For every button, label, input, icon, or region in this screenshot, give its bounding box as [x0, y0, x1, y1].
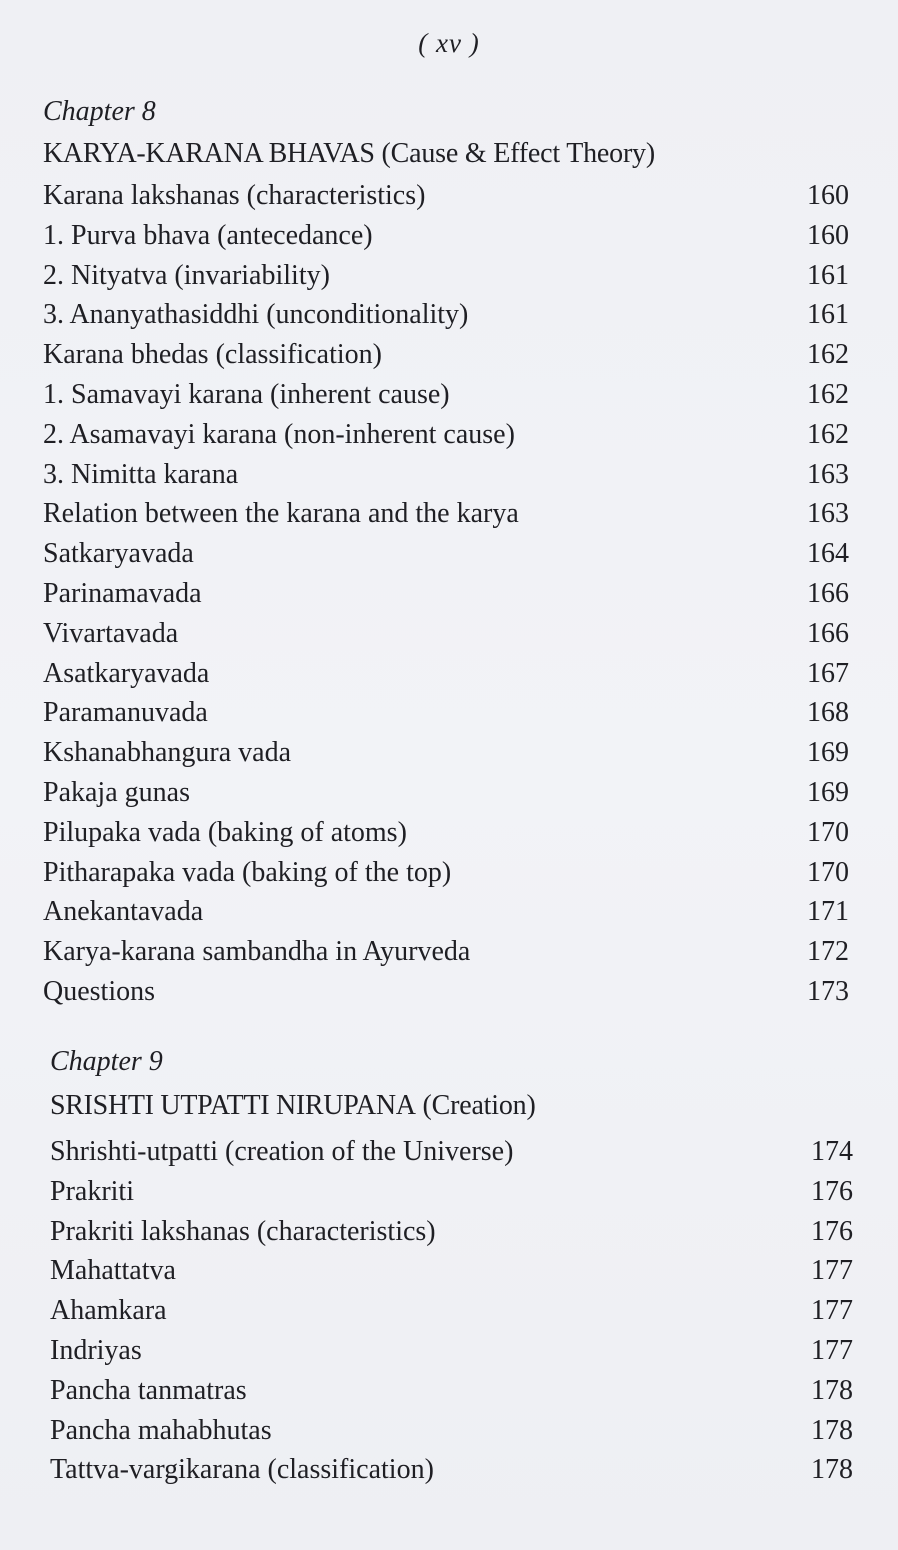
- toc-entry-title: Pancha mahabhutas: [50, 1414, 272, 1446]
- toc-entry: [43, 216, 849, 256]
- toc-entry-page-number: 162: [807, 418, 849, 450]
- toc-entry-page-number: 170: [807, 816, 849, 848]
- toc-entry: [43, 335, 849, 375]
- toc-entry: [43, 972, 849, 1012]
- toc-entry-title: Pilupaka vada (baking of atoms): [43, 816, 407, 848]
- toc-entry-title: Parinamavada: [43, 577, 202, 609]
- toc-entry: [43, 534, 849, 574]
- toc-entry-title: Pakaja gunas: [43, 776, 190, 808]
- toc-entry-page-number: 178: [811, 1374, 853, 1406]
- chapter-title-main: SRISHTI UTPATTI NIRUPANA: [50, 1090, 416, 1121]
- toc-entry-page-number: 163: [807, 458, 849, 490]
- toc-entry: [50, 1331, 853, 1371]
- toc-entry-page-number: 178: [811, 1414, 853, 1446]
- toc-entry: [50, 1450, 853, 1490]
- toc-entry-title: 1. Purva bhava (antecedance): [43, 219, 373, 251]
- chapter-label: Chapter 9: [50, 1046, 163, 1077]
- chapter-title: [50, 1082, 853, 1130]
- toc-entry-title: Karya-karana sambandha in Ayurveda: [43, 936, 471, 968]
- toc-entry-title: Prakriti: [50, 1175, 134, 1207]
- toc-entry-title: Anekantavada: [43, 896, 204, 928]
- toc-entry-page-number: 162: [807, 339, 849, 371]
- toc-entry: [43, 654, 849, 694]
- toc-entry: [43, 256, 849, 296]
- toc-entry-title: Indriyas: [50, 1334, 142, 1366]
- toc-entry-list: [50, 1132, 853, 1490]
- toc-entry-title: 3. Ananyathasiddhi (unconditionality): [43, 299, 469, 331]
- chapter-title-subtitle: (Creation): [422, 1090, 536, 1121]
- toc-entry-page-number: 161: [807, 259, 849, 291]
- toc-entry-page-number: 169: [807, 776, 849, 808]
- toc-entry: [43, 892, 849, 932]
- toc-entry: [43, 773, 849, 813]
- chapter-title-main: KARYA-KARANA BHAVAS: [43, 138, 375, 169]
- toc-entry: [43, 494, 849, 534]
- toc-entry: [43, 176, 849, 216]
- toc-entry-title: Paramanuvada: [43, 697, 208, 729]
- toc-entry-list: [43, 176, 849, 1012]
- toc-entry: [43, 853, 849, 893]
- toc-entry-page-number: 163: [807, 498, 849, 530]
- toc-entry-page-number: 162: [807, 378, 849, 410]
- toc-entry: [43, 733, 849, 773]
- toc-entry: [43, 295, 849, 335]
- toc-entry: [43, 932, 849, 972]
- toc-entry-page-number: 169: [807, 737, 849, 769]
- toc-entry-title: Kshanabhangura vada: [43, 737, 292, 769]
- toc-entry: [43, 455, 849, 495]
- toc-entry-title: Satkaryavada: [43, 538, 194, 570]
- toc-entry-page-number: 176: [811, 1175, 853, 1207]
- toc-entry-page-number: 166: [807, 617, 849, 649]
- toc-entry-title: Ahamkara: [50, 1295, 167, 1327]
- toc-entry: [50, 1291, 853, 1331]
- toc-entry-title: Relation between the karana and the karya: [43, 498, 519, 530]
- toc-entry-page-number: 176: [811, 1215, 853, 1247]
- toc-entry-page-number: 178: [811, 1454, 853, 1486]
- toc-entry: [43, 415, 849, 455]
- toc-entry-title: Karana lakshanas (characteristics): [43, 180, 426, 211]
- toc-entry-page-number: 174: [811, 1136, 853, 1167]
- toc-entry-page-number: 177: [811, 1334, 853, 1366]
- toc-entry-page-number: 161: [807, 299, 849, 331]
- toc-entry: [50, 1251, 853, 1291]
- toc-entry: [43, 813, 849, 853]
- toc-entry-page-number: 177: [811, 1255, 853, 1287]
- toc-entry-page-number: 168: [807, 697, 849, 729]
- toc-entry: [50, 1132, 853, 1172]
- toc-entry-page-number: 177: [811, 1295, 853, 1327]
- toc-entry-title: Tattva-vargikarana (classification): [50, 1454, 434, 1486]
- toc-entry-title: Pancha tanmatras: [50, 1374, 247, 1406]
- toc-entry-title: Karana bhedas (classification): [43, 339, 382, 371]
- toc-entry-title: Prakriti lakshanas (characteristics): [50, 1215, 436, 1247]
- toc-entry-title: 3. Nimitta karana: [43, 458, 239, 490]
- toc-entry-title: Vivartavada: [43, 617, 179, 649]
- toc-entry-page-number: 170: [807, 856, 849, 888]
- toc-entry-title: 2. Asamavayi karana (non-inherent cause): [43, 418, 515, 450]
- toc-entry: [43, 693, 849, 733]
- chapter-title: [43, 132, 849, 176]
- chapter-8-section: [43, 92, 849, 1012]
- toc-entry: [50, 1212, 853, 1252]
- toc-entry-title: Pitharapaka vada (baking of the top): [43, 856, 452, 888]
- chapter-9-section: [50, 1042, 853, 1490]
- toc-entry: [50, 1172, 853, 1212]
- toc-entry: [50, 1371, 853, 1411]
- toc-entry-title: Mahattatva: [50, 1255, 176, 1287]
- toc-entry-page-number: 164: [807, 538, 849, 570]
- toc-entry-page-number: 160: [807, 219, 849, 251]
- toc-entry-page-number: 171: [807, 896, 849, 928]
- toc-entry-title: 1. Samavayi karana (inherent cause): [43, 378, 450, 410]
- toc-entry-page-number: 167: [807, 657, 849, 689]
- toc-entry-title: Shrishti-utpatti (creation of the Universe): [50, 1136, 514, 1167]
- page-number: ( xv ): [418, 28, 480, 58]
- toc-entry: [43, 614, 849, 654]
- toc-entry-page-number: 166: [807, 577, 849, 609]
- toc-entry-page-number: 172: [807, 936, 849, 968]
- toc-entry-page-number: 160: [807, 180, 849, 211]
- toc-entry: [43, 574, 849, 614]
- toc-entry: [43, 375, 849, 415]
- toc-entry: [50, 1411, 853, 1451]
- chapter-title-subtitle: (Cause & Effect Theory): [381, 138, 655, 169]
- toc-entry-title: Asatkaryavada: [43, 657, 210, 689]
- chapter-label: Chapter 8: [43, 96, 156, 127]
- toc-entry-title: 2. Nityatva (invariability): [43, 259, 330, 291]
- toc-entry-title: Questions: [43, 975, 155, 1007]
- toc-entry-page-number: 173: [807, 975, 849, 1007]
